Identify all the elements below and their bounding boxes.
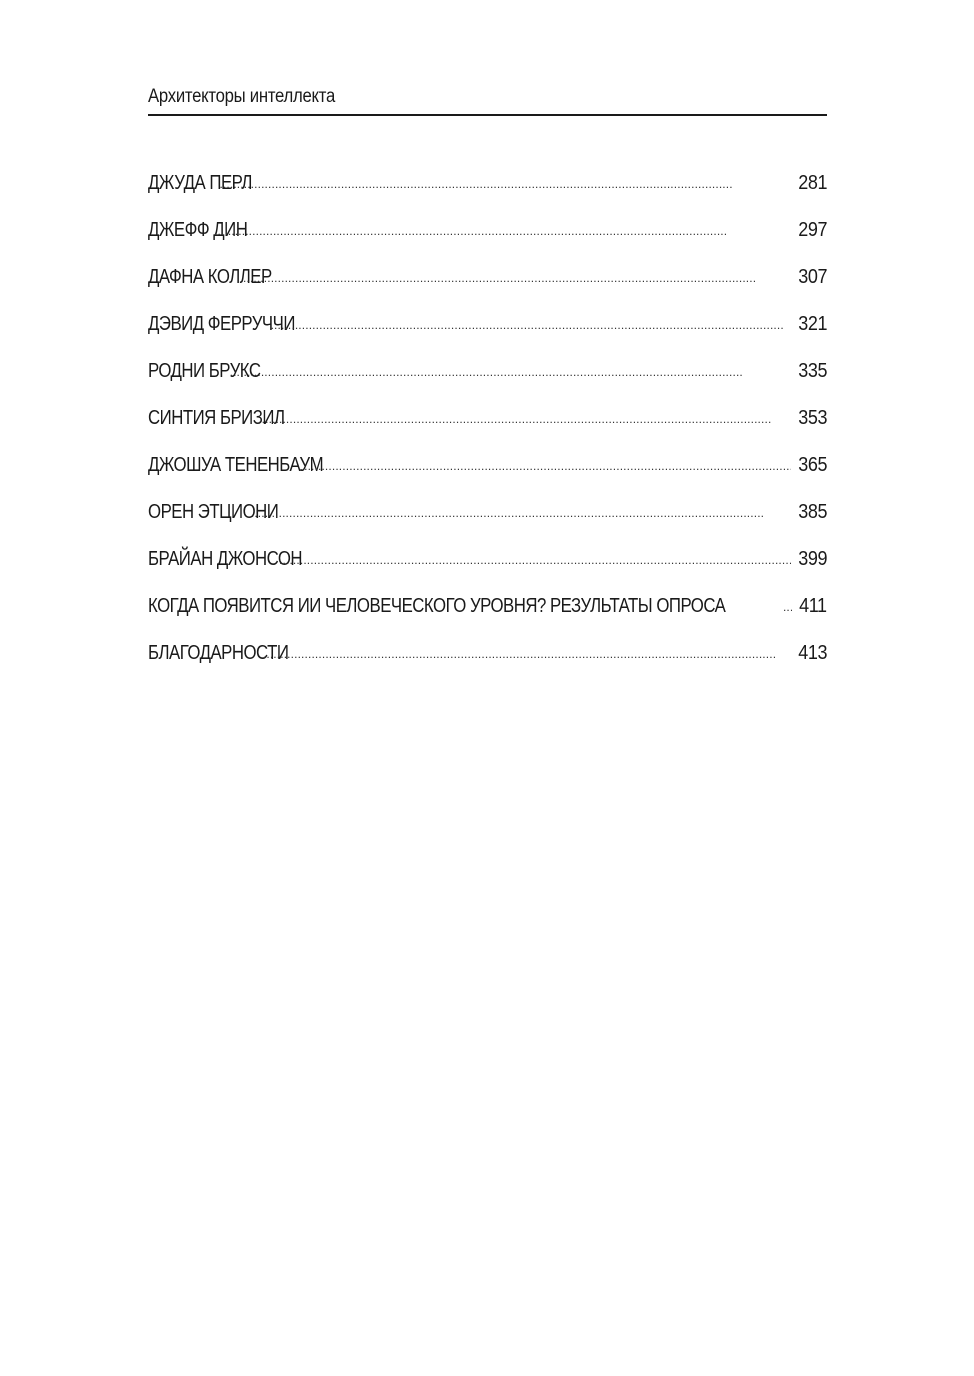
toc-entry[interactable] [148,266,827,313]
dot-leader [214,224,791,238]
toc-entry-title: ОРЕН ЭТЦИОНИ [148,501,279,523]
toc-entry[interactable] [148,548,827,595]
toc-entry[interactable] [148,407,827,454]
dot-leader [219,177,790,191]
toc-entry-title: ДЖУДА ПЕРЛ [148,172,252,194]
dot-leader [271,318,791,332]
toc-entry-title: ДЭВИД ФЕРРУЧЧИ [148,313,295,335]
toc-entry-title: БРАЙАН ДЖОНСОН [148,548,303,570]
toc-entry-page: 307 [798,266,827,288]
toc-entry[interactable] [148,454,827,501]
toc-entry-title: СИНТИЯ БРИЗИЛ [148,407,285,429]
toc-entry[interactable] [148,360,827,407]
toc-entry[interactable] [148,642,827,689]
toc-entry-title: БЛАГОДАРНОСТИ [148,642,289,664]
dot-leader [304,459,791,473]
table-of-contents [148,172,827,689]
toc-entry-page: 365 [798,454,827,476]
toc-entry-title: КОГДА ПОЯВИТСЯ ИИ ЧЕЛОВЕЧЕСКОГО УРОВНЯ? РЕЗУЛЬТАТЫ ОПРОСА [148,595,726,617]
toc-entry-title: ДЖЕФФ ДИН [148,219,248,241]
toc-entry-title: ДЖОШУА ТЕНЕНБАУМ [148,454,324,476]
toc-entry-page: 281 [798,172,827,194]
dot-leader [783,600,792,614]
running-head: Архитекторы интеллекта [148,86,336,107]
toc-entry[interactable] [148,501,827,548]
toc-entry[interactable] [148,172,827,219]
dot-leader [279,553,791,567]
dot-leader [243,271,791,285]
toc-entry-page: 353 [798,407,827,429]
toc-entry-title: РОДНИ БРУКС [148,360,261,382]
toc-entry-page: 399 [798,548,827,570]
toc-entry[interactable] [148,219,827,266]
toc-entry-page: 411 [799,595,827,617]
toc-entry-title: ДАФНА КОЛЛЕР [148,266,272,288]
dot-leader [258,412,791,426]
toc-entry[interactable] [148,595,827,642]
toc-entry-page: 297 [798,219,827,241]
header-rule [148,114,827,116]
dot-leader [263,647,791,661]
dot-leader [251,506,791,520]
toc-entry-page: 335 [798,360,827,382]
toc-entry-page: 413 [798,642,827,664]
dot-leader [230,365,791,379]
toc-entry-page: 321 [798,313,827,335]
toc-entry[interactable] [148,313,827,360]
toc-entry-page: 385 [798,501,827,523]
